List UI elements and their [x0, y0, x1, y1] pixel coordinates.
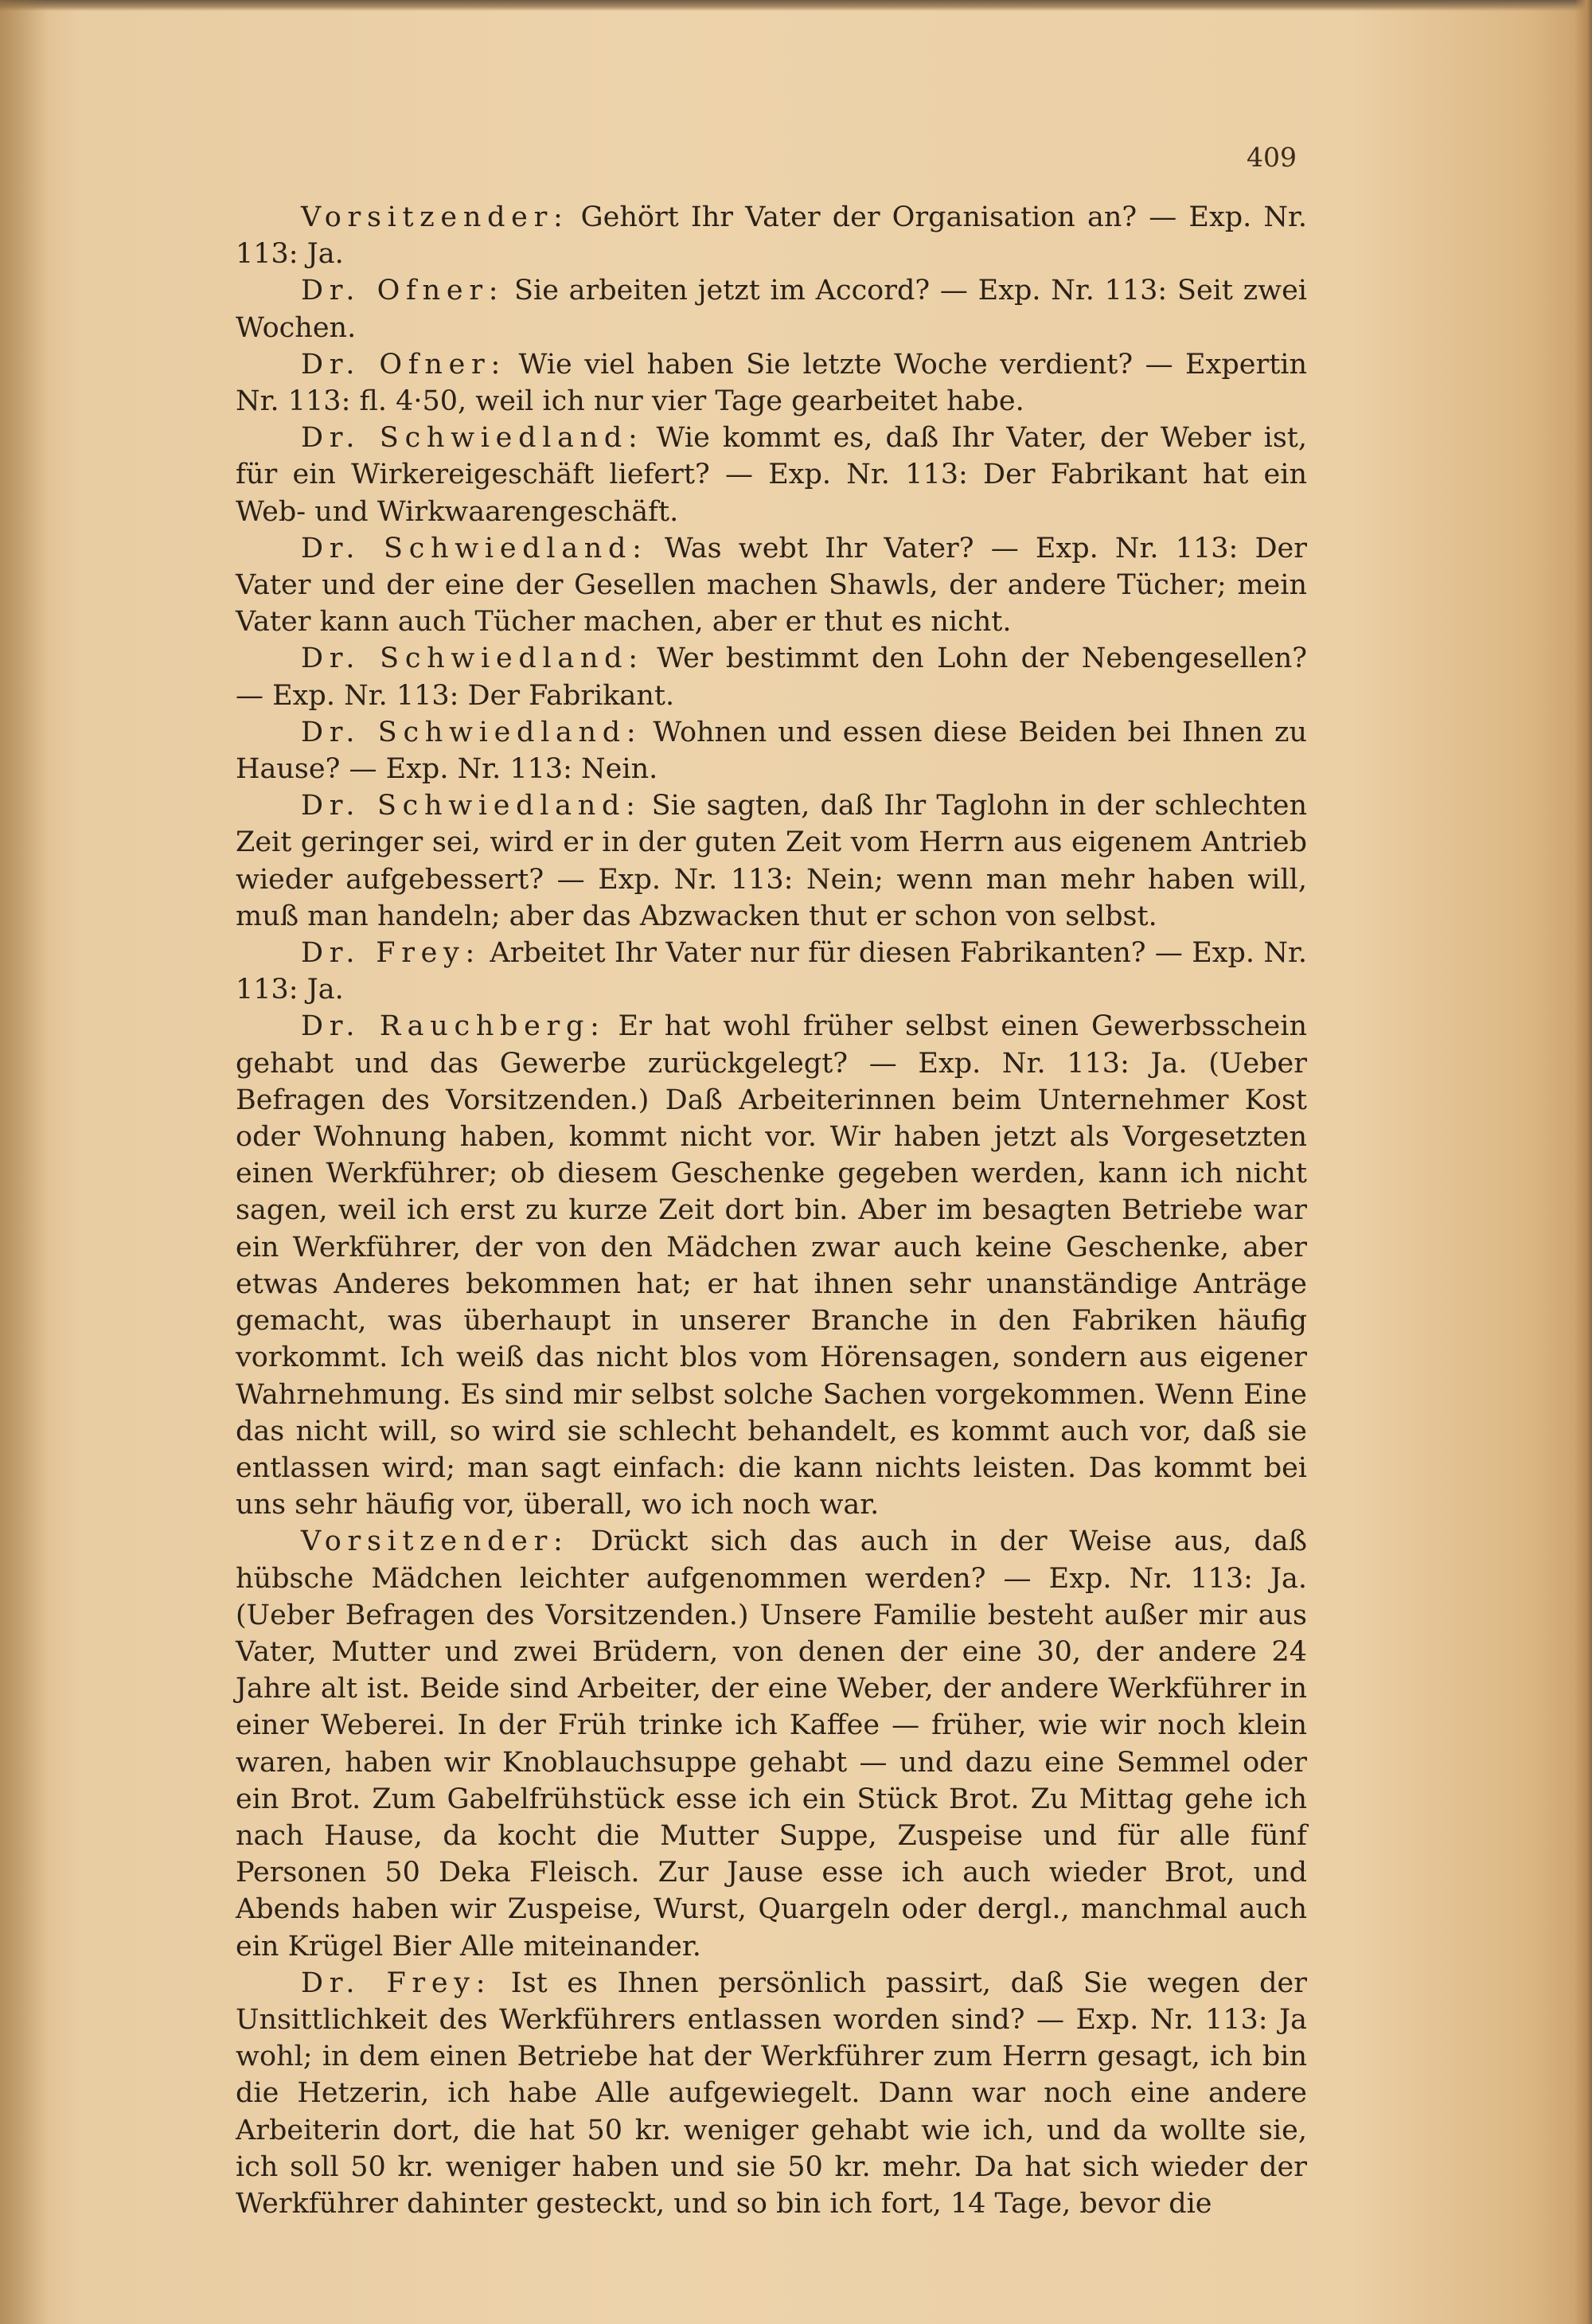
paragraph — [236, 346, 1307, 420]
speaker-name: Dr. Schwiedland: — [301, 532, 648, 564]
paragraph — [236, 714, 1307, 787]
paragraph-text: Arbeitet Ihr Vater nur für diesen Fabrikanten? — Exp. Nr. 113: Ja. — [236, 937, 1307, 1006]
paragraph-text: Wie kommt es, daß Ihr Vater, der Weber ist, für ein Wirkereigeschäft liefert? — Exp. Nr. 113: Der Fabrikant hat ein Web- und Wirkwaarengeschäft. — [236, 422, 1308, 528]
paragraph — [236, 420, 1307, 530]
speaker-name: Dr. Frey: — [301, 1967, 492, 1999]
top-edge — [0, 0, 1592, 11]
paragraph-text: Gehört Ihr Vater der Organisation an? — Exp. Nr. 113: Ja. — [236, 201, 1307, 271]
speaker-name: Dr. Frey: — [301, 937, 482, 970]
right-edge — [1574, 0, 1592, 2324]
binding-shadow — [0, 0, 48, 2324]
paragraph-text: Wohnen und essen diese Beiden bei Ihnen zu Hause? — Exp. Nr. 113: Nein. — [236, 716, 1307, 786]
paragraph-text: Drückt sich das auch in der Weise aus, daß hübsche Mädchen leichter aufgenommen werden? — Exp. Nr. 113: Ja. (Ueber Befragen des Vorsitzenden.) Unsere Familie besteht außer mir aus Vater, Mutter und zwei Brüdern, von denen der eine 30, der andere 24 Jahre alt ist. Beide sind Arbeiter, der eine Weber, der andere Werkführer in einer Weberei. In der Früh trinke ich Kaffee — früher, wie wir noch klein waren, haben wir Knoblauchsuppe gehabt — und dazu eine Semmel oder ein Brot. Zum Gabelfrühstück esse ich ein Stück Brot. Zu Mittag gehe ich nach Hause, da kocht die Mutter Suppe, Zuspeise und für alle fünf Personen 50 Deka Fleisch. Zur Jause esse ich auch wieder Brot, und Abends haben wir Zuspeise, Wurst, Quargeln oder dergl., manchmal auch ein Krügel Bier Alle miteinander. — [236, 1525, 1307, 1963]
paragraph — [236, 530, 1307, 641]
speaker-name: Dr. Ofner: — [301, 348, 506, 381]
paragraph-text: Was webt Ihr Vater? — Exp. Nr. 113: Der Vater und der eine der Gesellen machen Shawls, der andere Tücher; mein Vater kann auch Tücher machen, aber er thut es nicht. — [236, 532, 1307, 639]
speaker-name: Vorsitzender: — [301, 201, 569, 233]
paragraph — [236, 1523, 1307, 1964]
speaker-name: Dr. Rauchberg: — [301, 1010, 606, 1043]
paragraph — [236, 1965, 1307, 2222]
paragraph — [236, 272, 1307, 346]
paragraph — [236, 935, 1307, 1008]
paragraph — [236, 640, 1307, 713]
speaker-name: Dr. Schwiedland: — [301, 422, 644, 455]
paragraph-text: Er hat wohl früher selbst einen Gewerbsschein gehabt und das Gewerbe zurückgelegt? — Exp. Nr. 113: Ja. (Ueber Befragen des Vorsitzenden.) Daß Arbeiterinnen beim Unternehmer Kost oder Wohnung haben, kommt nicht vor. Wir haben jetzt als Vorgesetzten einen Werkführer; ob diesem Geschenke gegeben werden, kann ich nicht sagen, weil ich erst zu kurze Zeit dort bin. Aber im besagten Betriebe war ein Werkführer, der von den Mädchen zwar auch keine Geschenke, aber etwas Anderes bekommen hat; er hat ihnen sehr unanständige Anträge gemacht, was überhaupt in unserer Branche in den Fabriken häufig vorkommt. Ich weiß das nicht blos vom Hörensagen, sondern aus eigener Wahrnehmung. Es sind mir selbst solche Sachen vorgekommen. Wenn Eine das nicht will, so wird sie schlecht behandelt, es kommt auch vor, daß sie entlassen wird; man sagt einfach: die kann nichts leisten. Das kommt bei uns sehr häufig vor, überall, wo ich noch war. — [236, 1010, 1307, 1521]
speaker-name: Dr. Schwiedland: — [301, 716, 642, 748]
paragraph-text: Wer bestimmt den Lohn der Nebengesellen? — Exp. Nr. 113: Der Fabrikant. — [236, 643, 1307, 712]
page-number: 409 — [1247, 142, 1297, 173]
speaker-name: Dr. Schwiedland: — [301, 643, 644, 675]
speaker-name: Dr. Ofner: — [301, 275, 505, 307]
body-text — [236, 199, 1307, 2222]
speaker-name: Vorsitzender: — [301, 1525, 569, 1558]
paragraph-text: Sie arbeiten jetzt im Accord? — Exp. Nr. 113: Seit zwei Wochen. — [236, 275, 1307, 344]
paragraph-text: Ist es Ihnen persönlich passirt, daß Sie wegen der Unsittlichkeit des Werkführers entlassen worden sind? — Exp. Nr. 113: Ja wohl; in dem einen Betriebe hat der Werkführer zum Herrn gesagt, ich bin die Hetzerin, ich habe Alle aufgewiegelt. Dann war noch eine andere Arbeiterin dort, die hat 50 kr. weniger gehabt wie ich, und da wollte sie, ich soll 50 kr. weniger haben und sie 50 kr. mehr. Da hat sich wieder der Werkführer dahinter gesteckt, und so bin ich fort, 14 Tage, bevor die — [236, 1967, 1307, 2220]
paragraph — [236, 199, 1307, 272]
paragraph — [236, 1008, 1307, 1523]
paragraph — [236, 787, 1307, 935]
paragraph-text: Wie viel haben Sie letzte Woche verdient? — Expertin Nr. 113: fl. 4·50, weil ich nur vier Tage gearbeitet habe. — [236, 348, 1307, 418]
speaker-name: Dr. Schwiedland: — [301, 790, 642, 822]
paragraph-text: Sie sagten, daß Ihr Taglohn in der schlechten Zeit geringer sei, wird er in der guten Zeit vom Herrn aus eigenem Antrieb wieder aufgebessert? — Exp. Nr. 113: Nein; wenn man mehr haben will, muß man handeln; aber das Abzwacken thut er schon von selbst. — [236, 790, 1308, 932]
